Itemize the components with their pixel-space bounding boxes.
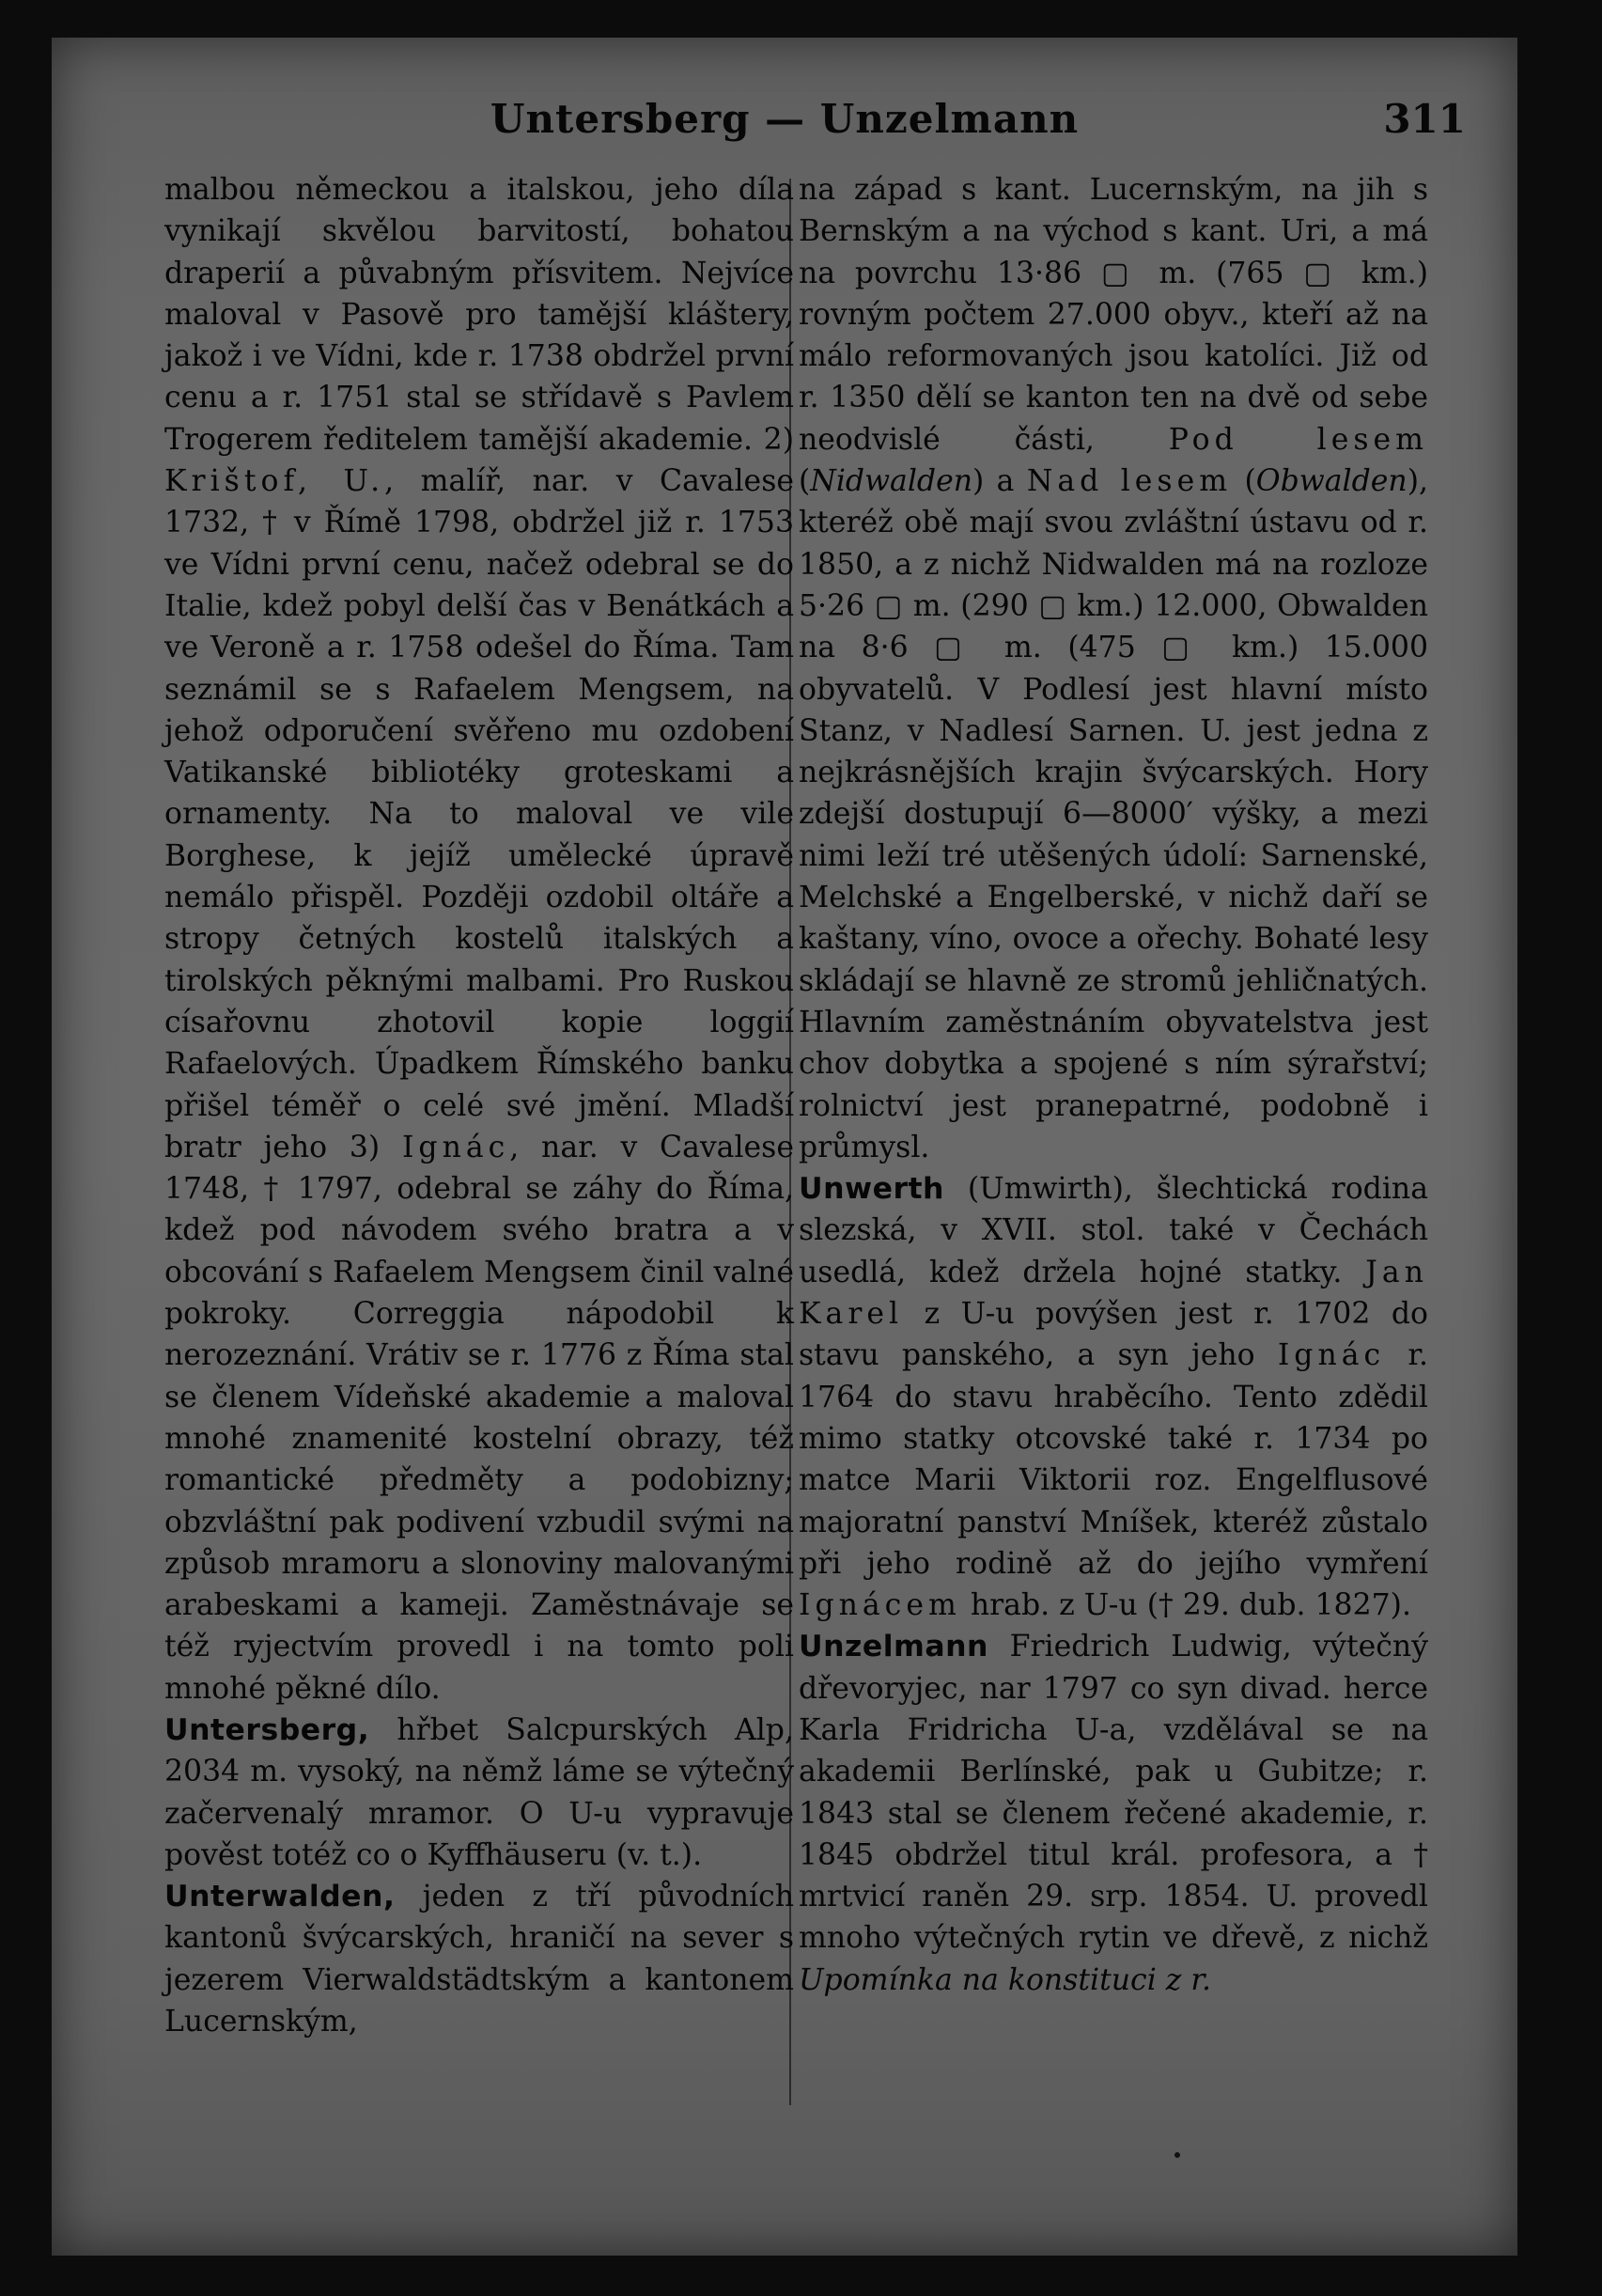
entry-unzelmann bbox=[799, 1626, 1428, 2001]
entry-untersberg bbox=[164, 1710, 794, 1876]
ignac-text: , nar. v Cavalese 1748, † 1797, odebral se záhy do Říma, kdež pod návodem svého bratra a v obcování s Rafaelem Mengsem činil valné pokroky. Correggia nápodobil k nerozeznání. Vrátiv se r. 1776 z Říma stal se členem Vídeňské akademie a maloval mnohé znamenité kostelní obrazy, též romantické předměty a podobizny; obzvláštní pak podivení vzbudil svými na způsob mramoru a slonoviny malovanými arabeskami a kameji. Zaměstnávaje se též ryjectvím provedl i na tomto poli mnohé pěkné dílo. bbox=[164, 1130, 794, 1706]
left-column bbox=[164, 169, 794, 2042]
ignac-unwerth: Ignác bbox=[1277, 1338, 1386, 1373]
unwerth-text-2: z U-u povýšen jest r. 1702 do stavu panského, a syn jeho bbox=[799, 1297, 1428, 1373]
unterwalden-text: jeden z tří původních kantonů švýcarských, hraničí na sever s jezerem Vierwaldstädtským a kantonem Lucernským, bbox=[164, 1880, 794, 2039]
headword-untersberg: Untersberg, bbox=[164, 1712, 370, 1747]
nad-lesem: Nad lesem bbox=[1026, 464, 1233, 499]
headword-unterwalden: Unterwalden, bbox=[164, 1880, 396, 1914]
pod-lesem: Pod lesem bbox=[1168, 422, 1429, 457]
nidwalden: Nidwalden bbox=[810, 464, 973, 499]
obwalden: Obwalden bbox=[1255, 464, 1408, 499]
headword-unzelmann: Unzelmann bbox=[799, 1630, 988, 1664]
unwerth-text-4: hrab. z U-u († 29. dub. 1827). bbox=[960, 1588, 1411, 1623]
running-header bbox=[52, 86, 1517, 152]
ignacem: Ignácem bbox=[799, 1588, 961, 1623]
unterwalden-cont-2: ), kteréž obě mají svou zvláštní ústavu od r. 1850, a z nichž Nidwalden má na rozloze 5·26 ▢ m. (290 ▢ km.) 12.000, Obwalden na 8·6 ▢ m. (475 ▢ km.) 15.000 obyvatelů. V Podlesí jest hlavní místo Stanz, v Nadlesí Sarnen. U. jest jedna z nejkrásnějších krajin švýcarských. Hory zdejší dostupují 6—8000′ výšky, a mezi nimi leží tré utěšených údolí: Sarnenské, Melchské a Engelberské, v nichž daří se kaštany, víno, ovoce a ořechy. Bohaté lesy skládají se hlavně ze stromů jehličnatých. Hlavním zaměstnáním obyvatelstva jest chov dobytka a spojené s ním sýrařství; rolnictví jest pranepatrné, podobně i průmysl. bbox=[799, 464, 1428, 1164]
kristof-text: , malíř, nar. v Cavalese 1732, † v Římě 1798, obdržel již r. 1753 ve Vídni první cenu, načež odebral se do Italie, kdež pobyl delší čas v Benátkách a ve Veroně a r. 1758 odešel do Říma. Tam seznámil se s Rafaelem Mengsem, na jehož odporučení svěřeno mu ozdobení Vatikanské bibliotéky groteskami a ornamenty. Na to maloval ve vile Borghese, k jejíž umělecké úpravě nemálo přispěl. Později ozdobil oltáře a stropy četných kostelů italských a tirolských pěknými malbami. Pro Ruskou císařovnu zhotovil kopie loggií Rafaelových. Úpadkem Římského banku přišel téměř o celé své jmění. Mladší bratr jeho bbox=[164, 464, 794, 1164]
kristof-name: Krištof, U. bbox=[164, 464, 385, 499]
untersberg-text: hřbet Salcpurských Alp, 2034 m. vysoký, na němž láme se výtečný začervenalý mramor. O U-u vypravuje pověst totéž co o Kyffhäuseru (v. t.). bbox=[164, 1712, 794, 1872]
unwerth-text-1: (Umwirth), šlechtická rodina slezská, v XVII. stol. také v Čechách usedlá, kdež držela hojné statky. bbox=[799, 1172, 1428, 1289]
ignac-number: 3) bbox=[349, 1130, 381, 1164]
upominka-title: Upomínka na konstituci z r. bbox=[799, 1962, 1212, 1997]
unzelmann-text: Friedrich Ludwig, výtečný dřevoryjec, nar 1797 co syn divad. herce Karla Fridricha U-a, vzdělával se na akademii Berlínské, pak u Gubitze; r. 1843 stal se členem řečené akademie, r. 1845 obdržel titul král. profesora, a † mrtvicí raněn 29. srp. 1854. U. provedl mnoho výtečných rytin ve dřevě, z nichž bbox=[799, 1630, 1428, 1956]
headword-unwerth: Unwerth bbox=[799, 1172, 944, 1207]
jan-karel: Jan Karel bbox=[799, 1255, 1428, 1332]
ignac-name: Ignác bbox=[401, 1130, 510, 1164]
continuation-text: malbou německou a italskou, jeho díla vynikají skvělou barvitostí, bohatou draperií a půvabným přísvitem. Nejvíce maloval v Pasově pro tamější kláštery, jakož i ve Vídni, kde r. 1738 obdržel první cenu a r. 1751 stal se střídavě s Pavlem Trogerem ředitelem tamější akademie. bbox=[164, 173, 794, 457]
paren-open-1: ( bbox=[799, 464, 811, 499]
header-title: Untersberg — Unzelmann bbox=[490, 96, 1080, 142]
unterwalden-cont-1: na západ s kant. Lucernským, na jih s Bernským a na východ s kant. Uri, a má na povrchu 13·86 ▢ m. (765 ▢ km.) rovným počtem 27.000 obyv., kteří až na málo reformovaných jsou katolíci. Již od r. 1350 dělí se kanton ten na dvě od sebe neodvislé části, bbox=[799, 173, 1428, 457]
kristof-number: 2) bbox=[763, 422, 795, 457]
continuation-paragraph bbox=[164, 169, 794, 1710]
a-joiner: ) a bbox=[972, 464, 1027, 499]
page-number: 311 bbox=[1383, 96, 1466, 142]
unwerth-text-3: r. 1764 do stavu hraběcího. Tento zdědil mimo statky otcovské také r. 1734 po matce Marii Viktorii roz. Engelflusové majoratní panství Mníšek, kteréž zůstalo při jeho rodině až do jejího vymření bbox=[799, 1338, 1428, 1581]
entry-unterwalden bbox=[164, 1876, 794, 2042]
entry-unterwalden-continued bbox=[799, 169, 1428, 1168]
book-page bbox=[52, 38, 1517, 2256]
ink-spot bbox=[1174, 2152, 1180, 2158]
entry-unwerth bbox=[799, 1168, 1428, 1626]
paren-open-2: ( bbox=[1232, 464, 1256, 499]
right-column bbox=[799, 169, 1428, 2001]
